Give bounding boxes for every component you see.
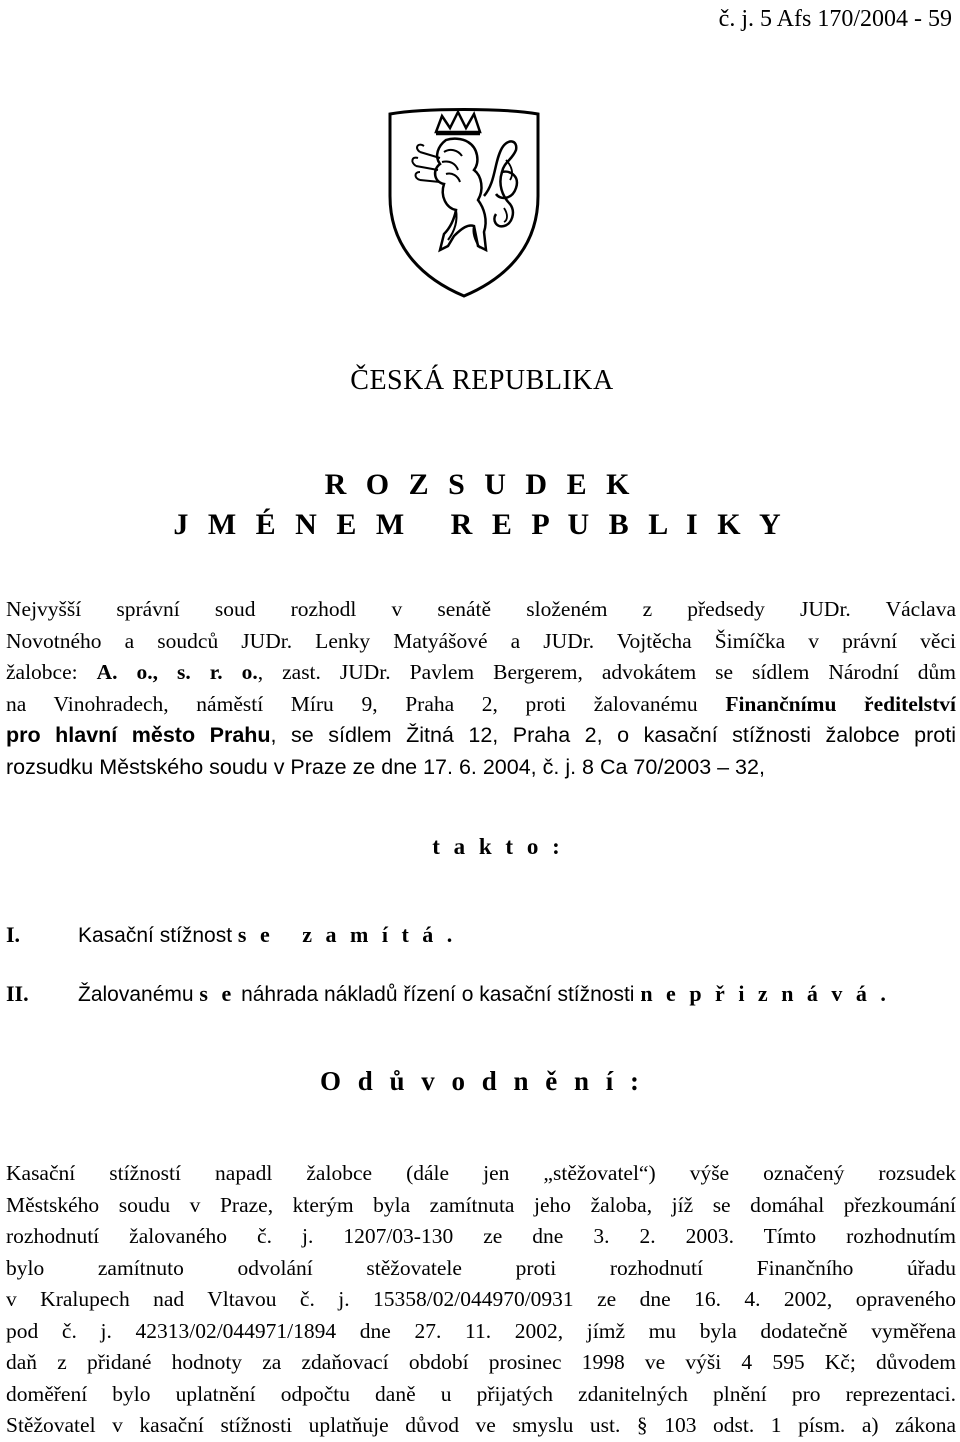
reasons-line: rozhodnutí žalovaného č. j. 1207/03-130 ze dne 3. 2. 2003. Tímto rozhodnutím — [6, 1224, 956, 1248]
defendant-name: pro hlavní město Prahu — [6, 723, 271, 747]
reasons-line: Kasační stížností napadl žalobce (dále jen „stěžovatel“) výše označený rozsudek — [6, 1161, 956, 1185]
text-span: , zast. JUDr. Pavlem Bergerem, advokátem se sídlem Národní dům — [257, 660, 956, 684]
intro-line — [6, 720, 956, 752]
intro-line: Novotného a soudců JUDr. Lenky Matyášové a JUDr. Vojtěcha Šimíčka v právní věci — [6, 628, 956, 653]
reasons-paragraph — [6, 1158, 956, 1442]
in-name-of-republic: J M É N E M R E P U B L I K Y — [173, 508, 787, 541]
verdict-number: II. — [6, 981, 29, 1006]
verdict-number: I. — [6, 922, 21, 947]
reasons-line: Stěžovatel v kasační stížnosti uplatňuje důvod ve smyslu ust. § 103 odst. 1 písm. a) zákona — [6, 1413, 956, 1437]
reasons-line: doměření bylo uplatnění odpočtu daně u přijatých zdanitelných plnění pro reprezentaci. — [6, 1381, 956, 1406]
intro-paragraph — [6, 594, 956, 783]
country-title: ČESKÁ REPUBLIKA — [350, 365, 614, 396]
text-span: na Vinohradech, náměstí Míru 9, Praha 2, proti žalovanému — [6, 691, 726, 716]
verdict-text — [78, 922, 456, 948]
reasons-line: bylo zamítnuto odvolání stěžovatele proti rozhodnutí Finančního úřadu — [6, 1255, 956, 1280]
reasons-heading: O d ů v o d n ě n í : — [319, 1066, 645, 1096]
czech-coat-of-arms-icon — [384, 100, 544, 300]
text-span: žalobce: — [6, 660, 97, 684]
reasons-line: pod č. j. 42313/02/044971/1894 dne 27. 11. 2002, jímž mu byla dodatečně vyměřena — [6, 1318, 956, 1343]
text-span: Žalovanému — [78, 983, 200, 1006]
verdict-emphasis: n e p ř i z n á v á . — [640, 981, 890, 1006]
defendant-name: Finančnímu ředitelství — [725, 691, 956, 716]
verdict-text — [78, 981, 890, 1007]
text-span: , se sídlem Žitná 12, Praha 2, o kasační stížnosti žalobce proti — [270, 723, 956, 747]
intro-line: Nejvyšší správní soud rozhodl v senátě složeném z předsedy JUDr. Václava — [6, 597, 956, 621]
reasons-line: v Kralupech nad Vltavou č. j. 15358/02/044970/0931 ze dne 16. 4. 2002, opraveného — [6, 1287, 956, 1311]
reasons-line: daň z přidané hodnoty za zdaňovací období prosinec 1998 ve výši 4 595 Kč; důvodem — [6, 1350, 956, 1374]
verdict-emphasis: s e — [199, 981, 236, 1006]
intro-line — [6, 657, 956, 689]
judgment-title: R O Z S U D E K — [324, 468, 636, 501]
verdict-emphasis: s e z a m í t á . — [237, 922, 457, 947]
case-number: č. j. 5 Afs 170/2004 - 59 — [718, 6, 952, 32]
text-span: náhrada nákladů řízení o kasační stížnosti — [235, 983, 641, 1006]
reasons-line: Městského soudu v Praze, kterým byla zamítnuta jeho žaloba, jíž se domáhal přezkoumání — [6, 1192, 956, 1217]
intro-line — [6, 689, 956, 721]
plaintiff-name: A. o., s. r. o. — [96, 660, 258, 684]
takto-heading: t a k t o : — [432, 834, 564, 859]
intro-line: rozsudku Městského soudu v Praze ze dne 17. 6. 2004, č. j. 8 Ca 70/2003 – 32, — [6, 754, 765, 779]
text-span: Kasační stížnost — [78, 924, 238, 947]
